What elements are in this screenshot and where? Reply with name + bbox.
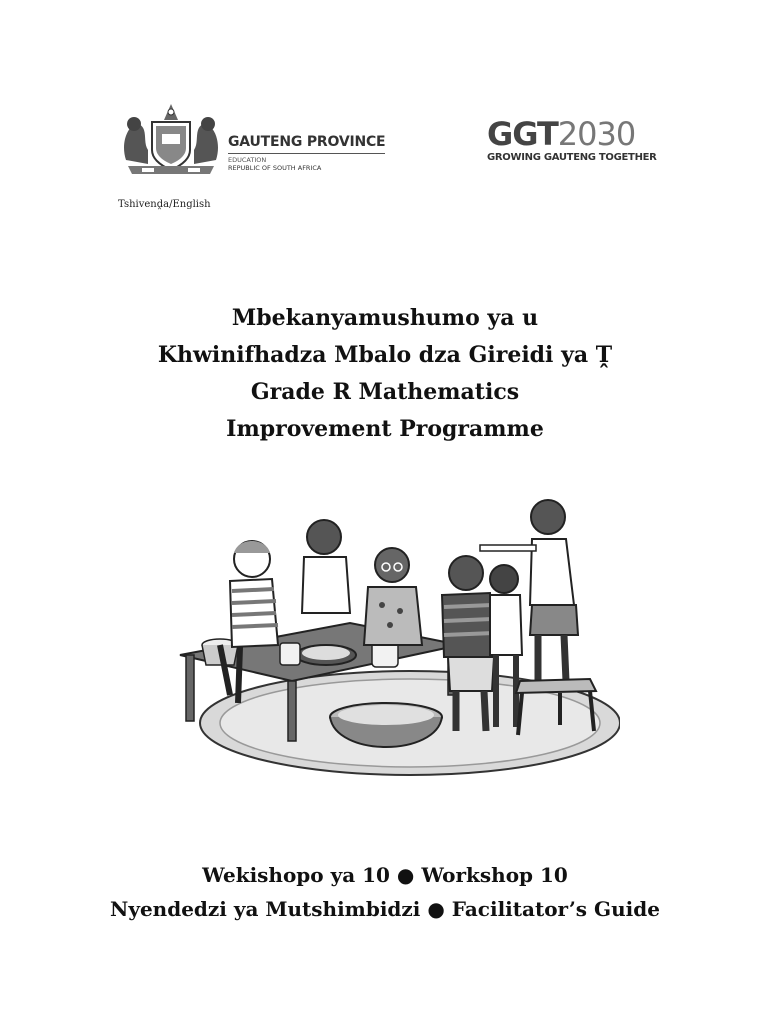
ggt-year: 2030: [557, 115, 636, 153]
country-label: REPUBLIC OF SOUTH AFRICA: [228, 164, 322, 172]
gauteng-province-name: GAUTENG PROVINCE: [228, 134, 385, 154]
title-line-1: Mbekanyamushumo ya u: [231, 305, 539, 331]
document-footer: [0, 858, 770, 926]
ggt-mark: GGT: [487, 115, 558, 153]
title-line-2: Khwinifhadza Mbalo dza Gireidi ya Ṱ: [157, 342, 613, 368]
guide-label: Nyendedzi ya Mutshimbidzi ● Facilitator’s Guide: [110, 897, 660, 921]
language-label: Tshivenḓa/English: [118, 199, 211, 210]
workshop-label: Wekishopo ya 10 ● Workshop 10: [202, 863, 568, 887]
gauteng-province-logo: [118, 100, 388, 180]
ggt-tagline: GROWING GAUTENG TOGETHER: [487, 152, 657, 163]
department-label: EDUCATION: [228, 156, 267, 164]
coat-of-arms-icon: [118, 100, 224, 176]
title-line-3: Grade R Mathematics: [250, 379, 520, 405]
document-title: [0, 300, 770, 448]
ggt-2030-logo: [487, 117, 667, 167]
title-line-4: Improvement Programme: [226, 416, 544, 442]
children-measuring-at-table-illustration: [160, 495, 620, 785]
